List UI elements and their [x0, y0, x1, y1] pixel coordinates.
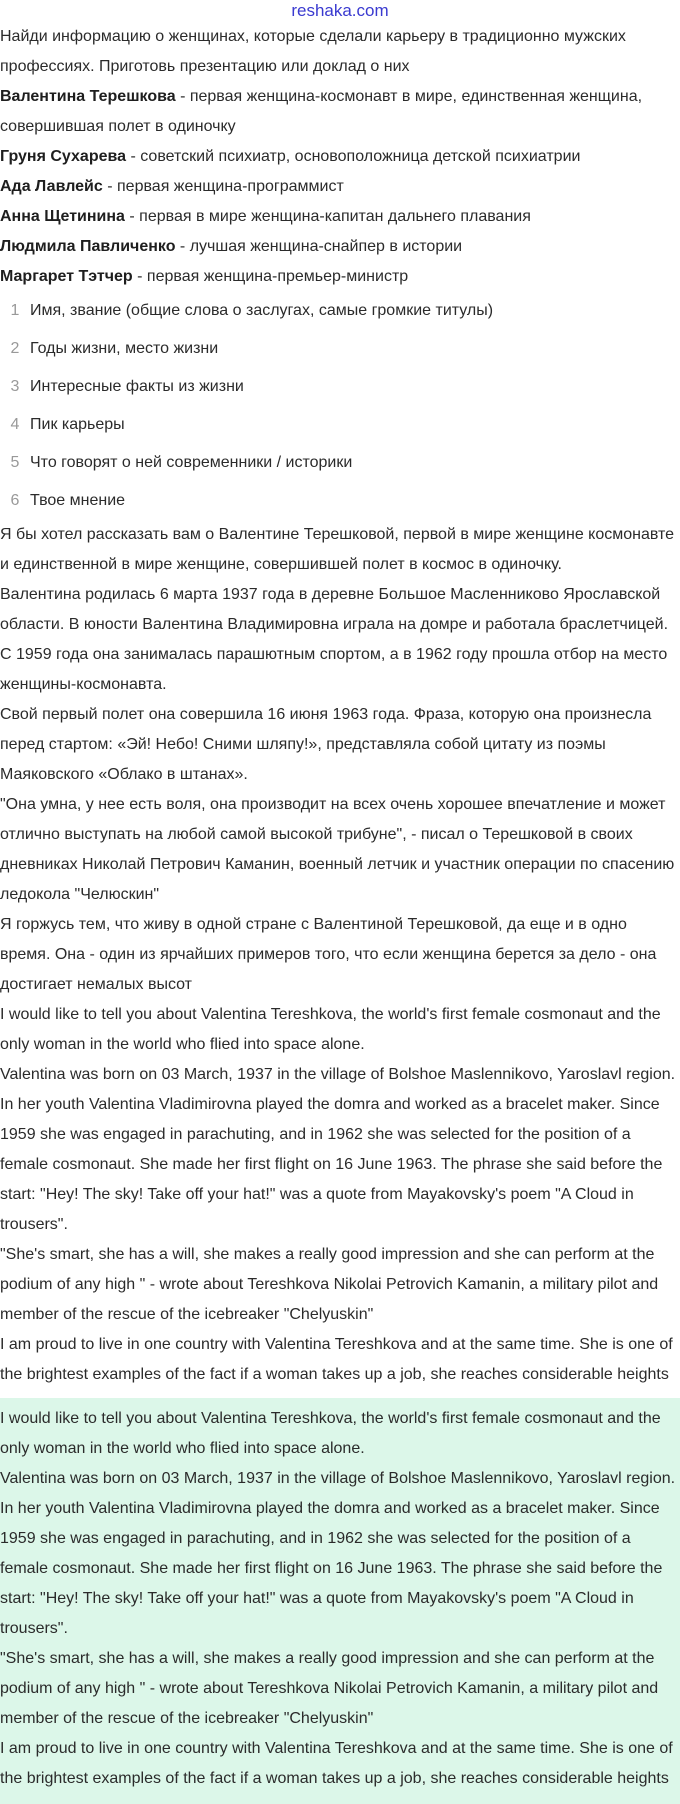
- answer-paragraph: Valentina was born on 03 March, 1937 in the village of Bolshoe Maslennikovo, Yaroslavl region. In her youth Valentina Vladimirovna played the domra and worked as a bracelet maker. Since 1959 she was engaged in parachuting, and in 1962 she was selected for the position of a female cosmonaut. She made her first flight on 16 June 1963. The phrase she said before the start: "Hey! The sky! Take off your hat!" was a quote from Mayakovsky's poem "A Cloud in trousers".: [0, 1470, 676, 1637]
- essay-paragraph: Valentina was born on 03 March, 1937 in the village of Bolshoe Maslennikovo, Yaroslavl region. In her youth Valentina Vladimirovna played the domra and worked as a bracelet maker. Since 1959 she was engaged in parachuting, and in 1962 she was selected for the position of a female cosmonaut. She made her first flight on 16 June 1963. The phrase she said before the start: "Hey! The sky! Take off your hat!" was a quote from Mayakovsky's poem "A Cloud in trousers".: [0, 1066, 676, 1233]
- woman-desc: - первая женщина-программист: [102, 178, 344, 195]
- essay-paragraph: "Она умна, у нее есть воля, она производит на всех очень хорошее впечатление и может отлично выступать на любой самой высокой трибуне", - писал о Терешковой в своих дневниках Николай Петрович Каманин, военный летчик и участник операции по спасению ледокола "Челюскин": [0, 796, 675, 903]
- woman-item: [0, 82, 680, 142]
- essay-paragraph: "She's smart, she has a will, she makes a really good impression and she can perform at the podium of any high " - wrote about Tereshkova Nikolai Petrovich Kamanin, a military pilot and member of the rescue of the icebreaker "Chelyuskin": [0, 1246, 659, 1323]
- plan-text: Пик карьеры: [30, 416, 125, 433]
- plan-text: Твое мнение: [30, 492, 126, 509]
- essay-paragraph: Свой первый полет она совершила 16 июня 1963 года. Фраза, которую она произнесла перед стартом: «Эй! Небо! Сними шляпу!», представляла собой цитату из поэмы Маяковского «Облако в штанах».: [0, 706, 652, 783]
- woman-item: [0, 142, 680, 172]
- plan-item: [0, 330, 680, 368]
- plan-item: [0, 482, 680, 520]
- women-list: [0, 82, 680, 292]
- plan-number: 1: [10, 302, 20, 319]
- english-essay: [0, 1000, 680, 1390]
- answer-paragraph: I am proud to live in one country with Valentina Tereshkova and at the same time. She is one of the brightest examples of the fact if a woman takes up a job, she reaches considerable heights: [0, 1740, 673, 1787]
- plan-number: 2: [10, 340, 20, 357]
- essay-paragraph: I would like to tell you about Valentina Tereshkova, the world's first female cosmonaut and the only woman in the world who flied into space alone.: [0, 1006, 661, 1053]
- woman-item: [0, 172, 680, 202]
- plan-number: 4: [10, 416, 20, 433]
- plan-number: 5: [10, 454, 20, 471]
- woman-name: Ада Лавлейс: [0, 178, 103, 195]
- answer-paragraph: I would like to tell you about Valentina Tereshkova, the world's first female cosmonaut and the only woman in the world who flied into space alone.: [0, 1410, 661, 1457]
- essay-paragraph: I am proud to live in one country with Valentina Tereshkova and at the same time. She is one of the brightest examples of the fact if a woman takes up a job, she reaches considerable heights: [0, 1336, 673, 1383]
- essay-paragraph: Валентина родилась 6 марта 1937 года в деревне Большое Масленниково Ярославской области. В юности Валентина Владимировна играла на домре и работала браслетчицей. С 1959 года она занималась парашютным спортом, а в 1962 году прошла отбор на место женщины-космонавта.: [0, 586, 669, 693]
- woman-name: Людмила Павличенко: [0, 238, 176, 255]
- woman-desc: - первая женщина-премьер-министр: [132, 268, 409, 285]
- plan-item: [0, 292, 680, 330]
- plan-item: [0, 444, 680, 482]
- woman-desc: - первая в мире женщина-капитан дальнего плавания: [124, 208, 531, 225]
- woman-item: [0, 202, 680, 232]
- plan-list: [0, 292, 680, 520]
- answer-paragraph: "She's smart, she has a will, she makes a really good impression and she can perform at the podium of any high " - wrote about Tereshkova Nikolai Petrovich Kamanin, a military pilot and member of the rescue of the icebreaker "Chelyuskin": [0, 1650, 659, 1727]
- plan-item: [0, 368, 680, 406]
- woman-name: Маргарет Тэтчер: [0, 268, 133, 285]
- plan-text: Имя, звание (общие слова о заслугах, самые громкие титулы): [30, 302, 494, 319]
- woman-desc: - лучшая женщина-снайпер в истории: [175, 238, 463, 255]
- woman-name: Груня Сухарева: [0, 148, 127, 165]
- plan-text: Интересные факты из жизни: [30, 378, 244, 395]
- essay-paragraph: Я бы хотел рассказать вам о Валентине Терешковой, первой в мире женщине космонавте и единственной в мире женщине, совершившей полет в космос в одиночку.: [0, 526, 675, 573]
- woman-name: Анна Щетинина: [0, 208, 125, 225]
- answer-highlight-box: [0, 1398, 680, 1804]
- plan-text: Что говорят о ней современники / историки: [30, 454, 353, 471]
- woman-desc: - советский психиатр, основоположница детской психиатрии: [126, 148, 581, 165]
- plan-item: [0, 406, 680, 444]
- essay-paragraph: Я горжусь тем, что живу в одной стране с Валентиной Терешковой, да еще и в одно время. Она - один из ярчайших примеров того, что если женщина берется за дело - она достигает немалых высот: [0, 916, 657, 993]
- woman-desc: - первая женщина-космонавт в мире, единственная женщина, совершившая полет в одиночку: [0, 88, 643, 135]
- plan-number: 6: [10, 492, 20, 509]
- task-text: Найди информацию о женщинах, которые сделали карьеру в традиционно мужских профессиях. Приготовь презентацию или доклад о них: [0, 28, 626, 75]
- woman-name: Валентина Терешкова: [0, 88, 176, 105]
- woman-item: [0, 232, 680, 262]
- plan-text: Годы жизни, место жизни: [30, 340, 219, 357]
- russian-essay: [0, 520, 680, 1000]
- site-watermark-link[interactable]: reshaka.com: [291, 1, 389, 20]
- woman-item: [0, 262, 680, 292]
- plan-number: 3: [10, 378, 20, 395]
